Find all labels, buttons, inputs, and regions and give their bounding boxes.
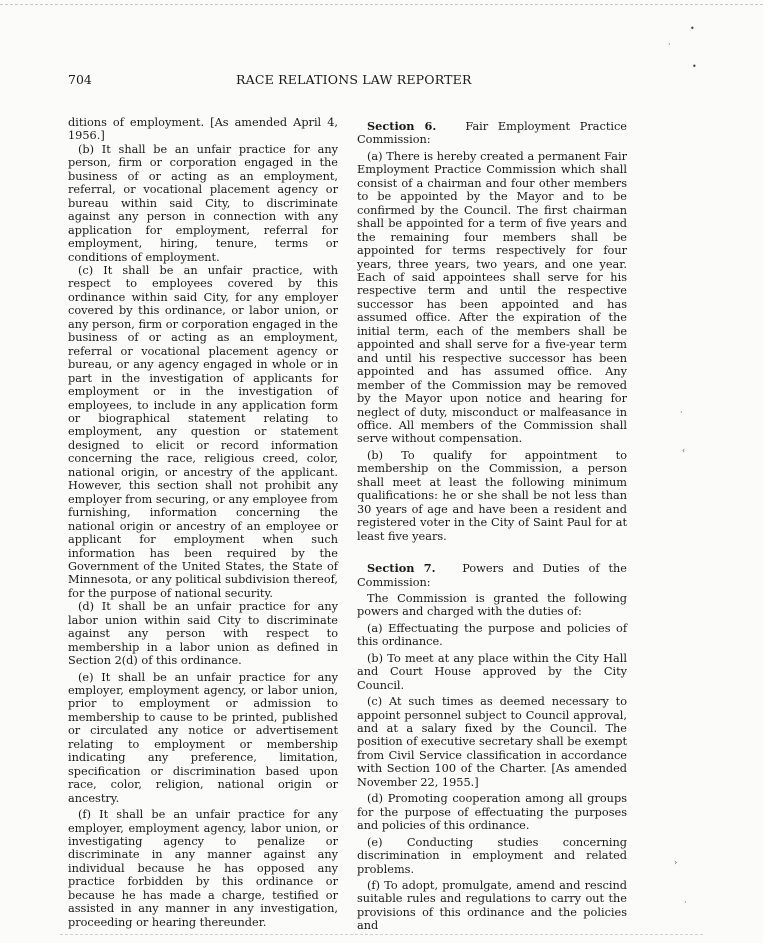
paragraph-7a: (a) Effectuating the purpose and policies of this ordinance. — [357, 621, 627, 649]
paragraph-6a: (a) There is hereby created a permanent Fair Employment Practice Commission which shall consist of a chairman and four other members to be appointed by the Mayor and to be confirmed by the Council. The first chairman shall be appointed for a term of five years and the remaining four members shall be appointed for terms respectively for four years, three years, two years, and one year. Each of said appointees shall serve for his respective term and until the respective successor has been appointed and has assumed office. After the expiration of the initial term, each of the members shall be appointed and shall serve for a five-year term and until his respective successor has been appointed and has assumed office. Any member of the Commission may be removed by the Mayor upon notice and hearing for neglect of duty, misconduct or malfeasance in office. All members of the Commission shall serve without compensation. — [357, 149, 627, 446]
paragraph-5d: (d) It shall be an unfair practice for any labor union within said City to discriminate against any person with respect to membership in a labor union as defined in Section 2(d) of this ordinance. — [68, 600, 338, 668]
scan-speck: · — [668, 40, 671, 49]
paragraph-continuation: ditions of employment. [As amended April 4, 1956.] — [68, 116, 338, 143]
right-column — [357, 116, 627, 933]
section-7-intro: The Commission is granted the following powers and charged with the duties of: — [357, 591, 627, 619]
paragraph-5b: (b) It shall be an unfair practice for any person, firm or corporation engaged in the business of or acting as an employment, referral, or vocational placement agency or bureau within said City, to discriminate against any person in connection with any application for employment, referral for employment, hiring, tenure, terms or conditions of employment. — [68, 142, 338, 264]
page-header — [68, 72, 708, 92]
scan-speck: ‹ — [682, 446, 686, 455]
scan-top-border — [0, 4, 763, 5]
section-6-label: Section 6. — [367, 119, 437, 133]
scan-speck: • — [690, 24, 695, 33]
running-title: RACE RELATIONS LAW REPORTER — [236, 72, 472, 87]
paragraph-5e: (e) It shall be an unfair practice for any employer, employment agency, or labor union, prior to employment or admission to membership to cause to be printed, published or circulated any notice or advertisement relating to employment or membership indicating any preference, limitation, specification or discrimination based upon race, color, religion, national origin or ancestry. — [68, 670, 338, 805]
section-6-heading — [357, 120, 627, 147]
paragraph-7d: (d) Promoting cooperation among all groups for the purpose of effectuating the purposes and policies of this ordinance. — [357, 792, 627, 833]
section-7-label: Section 7. — [367, 561, 436, 576]
section-7-title: Powers and Duties of the Commission: — [357, 562, 627, 589]
paragraph-7c: (c) At such times as deemed necessary to appoint personnel subject to Council approval, and at a salary fixed by the Council. The position of executive secretary shall be exempt from Civil Service classification in accordance with Section 100 of the Charter. [As amended November 22, 1955.] — [357, 695, 627, 789]
page-number: 704 — [68, 72, 92, 87]
scan-speck: · — [680, 408, 683, 417]
paragraph-6b: (b) To qualify for appointment to membership on the Commission, a person shall meet at least the following minimum qualifications: he or she shall be not less than 30 years of age and have been a resident and registered voter in the City of Saint Paul for at least five years. — [357, 448, 627, 543]
scan-speck: • — [692, 62, 697, 71]
section-7-heading — [357, 562, 627, 589]
left-column — [68, 116, 338, 929]
paragraph-7f: (f) To adopt, promulgate, amend and rescind suitable rules and regulations to carry out the provisions of this ordinance and the policies and — [357, 879, 627, 933]
scan-speck: · — [684, 898, 687, 907]
paragraph-7e: (e) Conducting studies concerning discrimination in employment and related problems. — [357, 835, 627, 876]
paragraph-7b: (b) To meet at any place within the City Hall and Court House approved by the City Council. — [357, 651, 627, 692]
scan-bottom-border — [60, 934, 703, 935]
paragraph-5c: (c) It shall be an unfair practice, with respect to employees covered by this ordinance within said City, for any employer covered by this ordinance, or labor union, or any person, firm or corporation engaged in the business of or acting as an employment, referral or vocational placement agency or bureau, or any agency engaged in whole or in part in the investigation of applicants for employment or in the investigation of employees, to include in any application form or biographical statement relating to employment, any question or statement designed to elicit or record information concerning the race, religious creed, color, national origin, or ancestry of the applicant. However, this section shall not prohibit any employer from securing, or any employee from furnishing, information concerning the national origin or ancestry of an employee or applicant for employment when such information has been required by the Government of the United States, the State of Minnesota, or any political subdivision thereof, for the purpose of national security. — [68, 263, 338, 600]
scan-speck: › — [674, 858, 678, 867]
paragraph-5f: (f) It shall be an unfair practice for any employer, employment agency, labor union, or investigating agency to penalize or discriminate in any manner against any individual because he has opposed any practice forbidden by this ordinance or because he has made a charge, testified or assisted in any manner in any investigation, proceeding or hearing thereunder. — [68, 808, 338, 929]
section-6-title: Fair Employment Practice Commission: — [357, 120, 627, 147]
